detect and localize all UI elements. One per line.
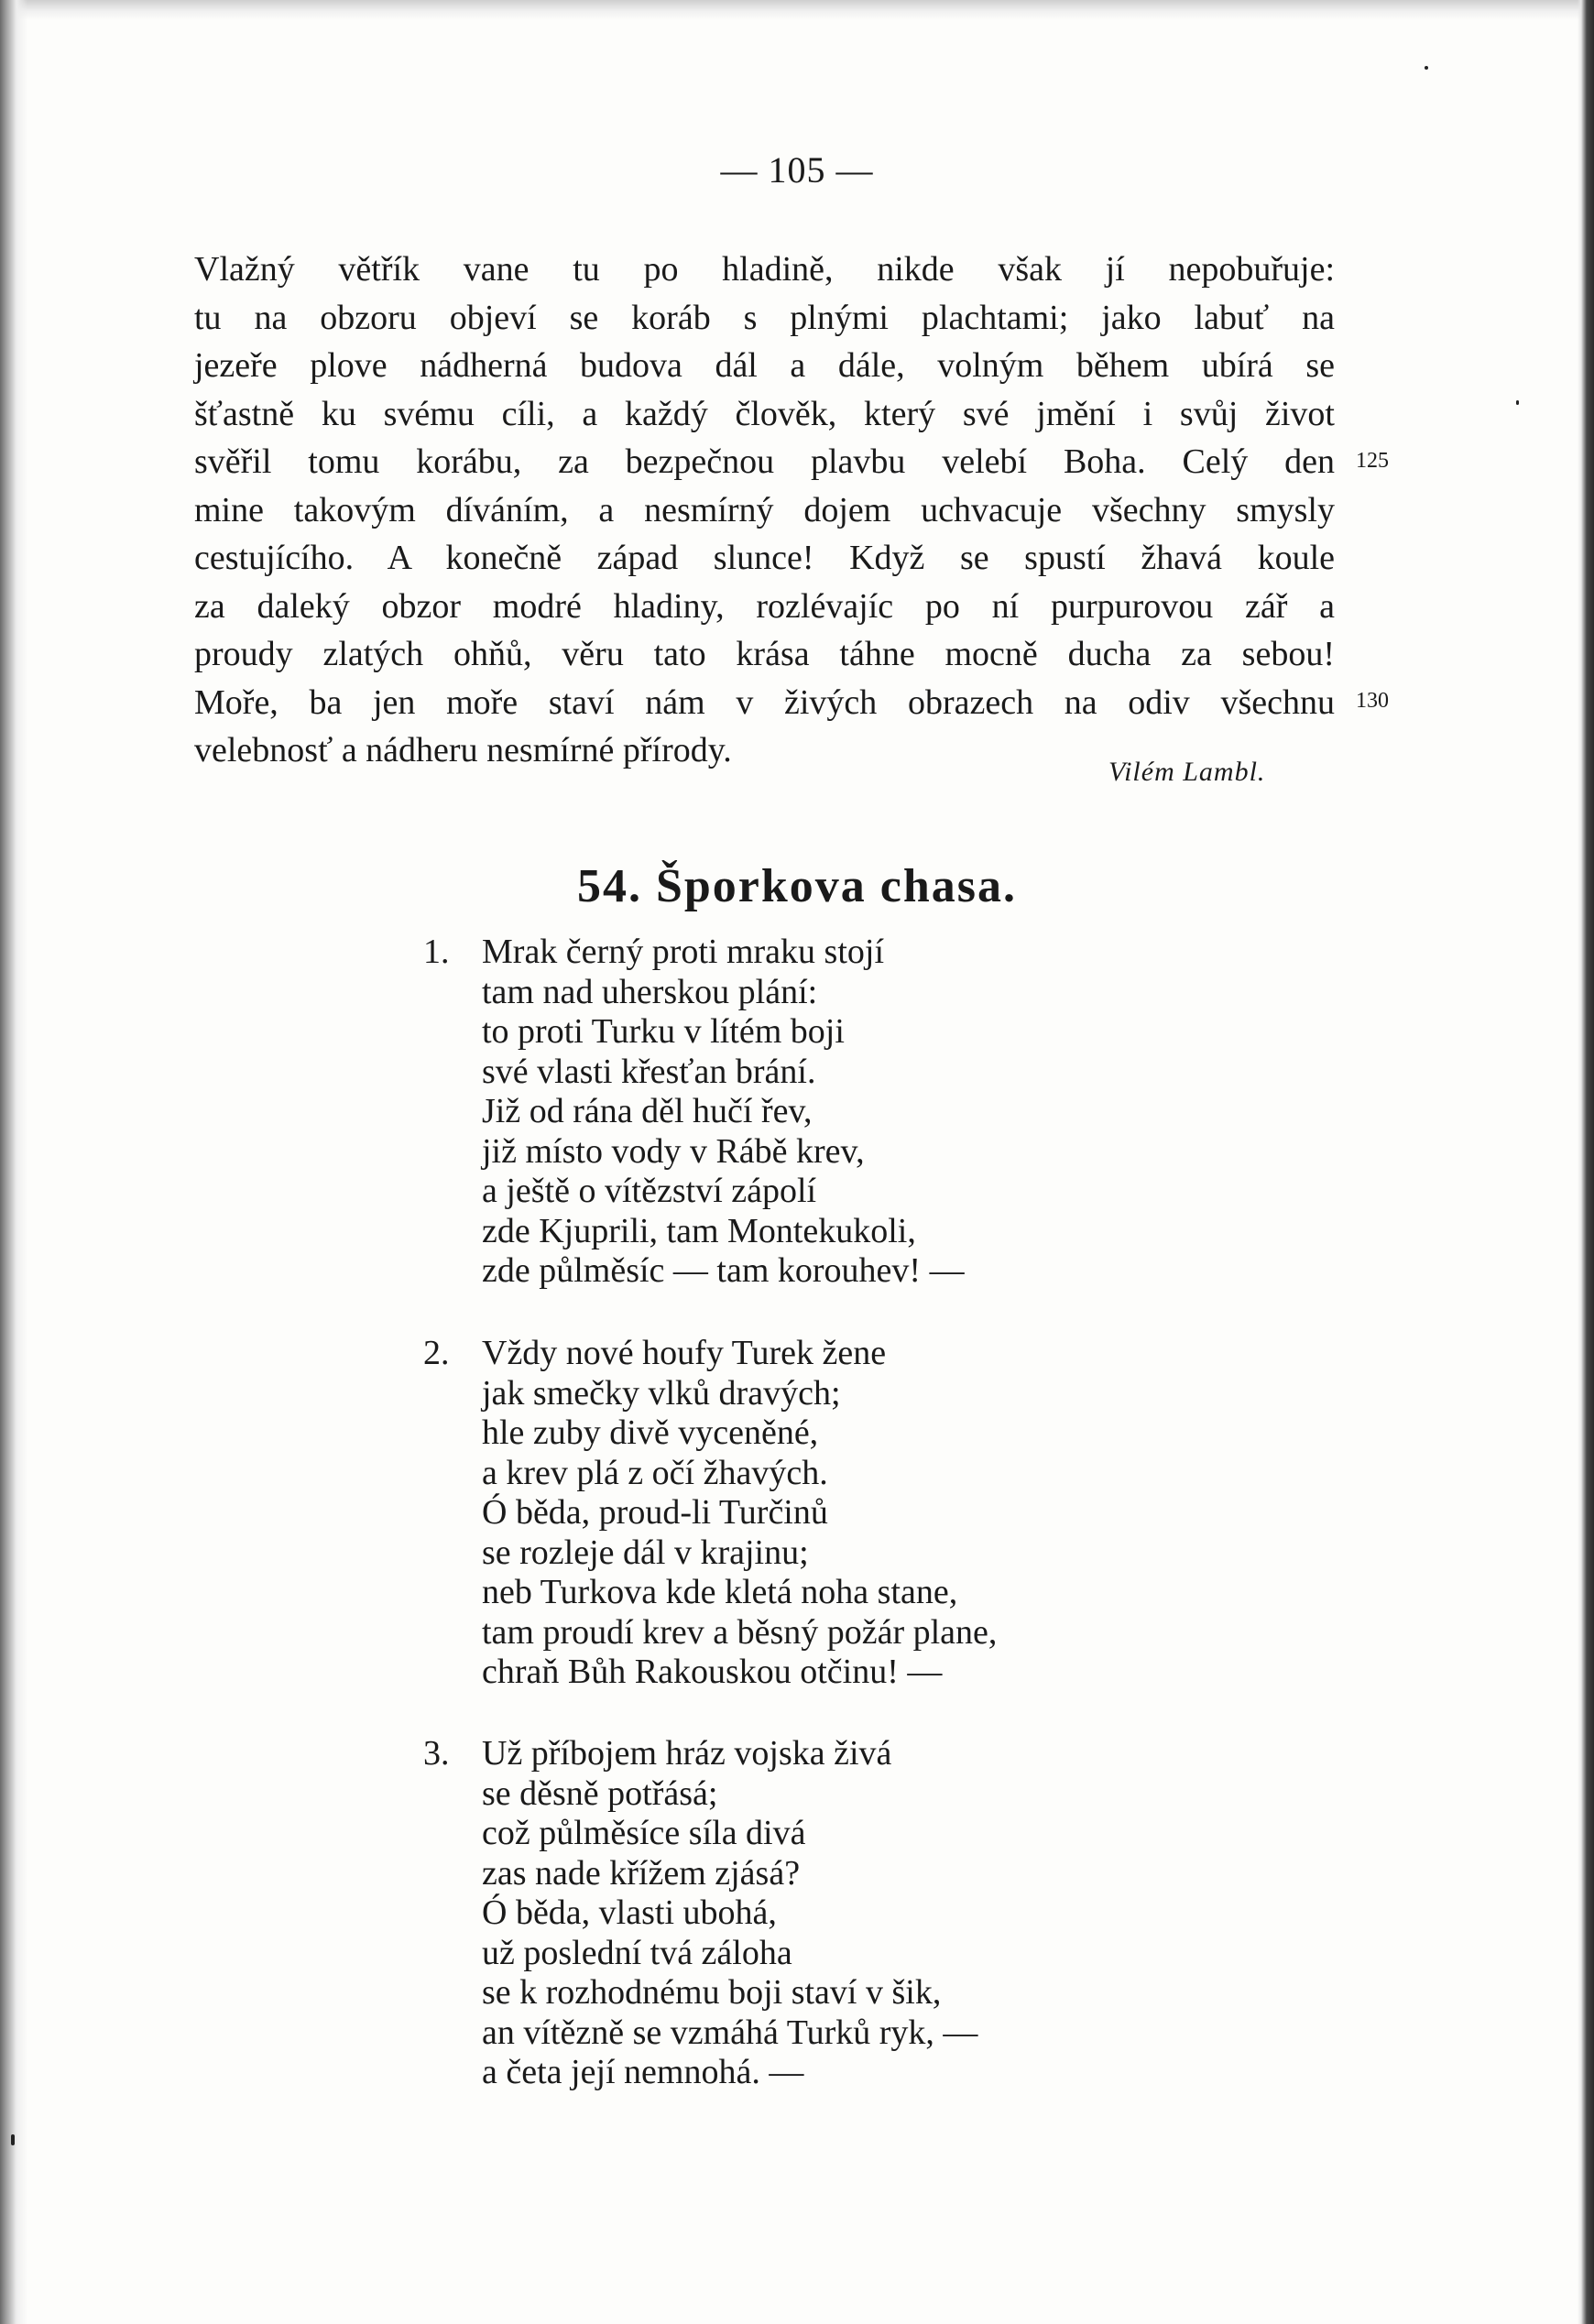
verse-line: Mrak černý proti mraku stojí: [482, 933, 885, 971]
author-signature: Vilém Lambl.: [1108, 757, 1266, 787]
verse-line: hle zuby divě vyceněné,: [482, 1413, 819, 1452]
verse-line: Vždy nové houfy Turek žene: [482, 1334, 887, 1372]
prose-line: cestujícího. A konečně západ slunce! Když se spustí žhavá koule: [194, 539, 1335, 577]
verse-line: chraň Bůh Rakouskou otčinu! —: [482, 1653, 943, 1691]
verse-line: jak smečky vlků dravých;: [482, 1373, 841, 1413]
verse-line: zde půlměsíc — tam korouhev! —: [482, 1251, 965, 1290]
page-number: — 105 —: [720, 149, 874, 191]
verse-line: již místo vody v Rábě krev,: [482, 1131, 865, 1171]
verse-line: to proti Turku v lítém boji: [482, 1012, 845, 1051]
prose-line: tu na obzoru objeví se koráb s plnými plachtami; jako labuť na: [194, 298, 1335, 337]
prose-line: proudy zlatých ohňů, věru tato krása táhne mocně ducha za sebou!: [194, 635, 1335, 673]
prose-line: za daleký obzor modré hladiny, rozlévajíc po ní purpurovou zář a: [194, 586, 1335, 626]
verse-line: se k rozhodnému boji staví v šik,: [482, 1973, 942, 2012]
verse-line: tam proudí krev a běsný požár plane,: [482, 1612, 998, 1652]
verse-line: Již od rána děl hučí řev,: [482, 1092, 813, 1130]
scan-speck: [1425, 66, 1428, 70]
stanza-number: 3.: [423, 1734, 450, 1773]
verse-line: a četa její nemnohá. —: [482, 2053, 804, 2091]
verse-line: své vlasti křesťan brání.: [482, 1052, 816, 1091]
line-number-130: 130: [1356, 689, 1389, 713]
verse-line: neb Turkova kde kletá noha stane,: [482, 1573, 958, 1611]
prose-line: velebnosť a nádheru nesmírné přírody.: [194, 731, 732, 769]
prose-line: Moře, ba jen moře staví nám v živých obrazech na odiv všechnu: [194, 682, 1335, 722]
scan-edge-top: [0, 0, 1594, 20]
verse-line: an vítězně se vzmáhá Turků ryk, —: [482, 2013, 978, 2052]
verse-line: Už příbojem hráz vojska živá: [482, 1734, 892, 1773]
verse-line: se rozleje dál v krajinu;: [482, 1533, 809, 1572]
prose-line: svěřil tomu korábu, za bezpečnou plavbu velebí Boha. Celý den: [194, 442, 1335, 481]
verse-line: se děsně potřásá;: [482, 1773, 718, 1813]
prose-line: Vlažný větřík vane tu po hladině, nikde však jí nepobuřuje:: [194, 250, 1335, 289]
prose-line: mine takovým díváním, a nesmírný dojem uchvacuje všechny smysly: [194, 490, 1335, 529]
verse-line: což půlměsíce síla divá: [482, 1814, 806, 1852]
stanza-number: 1.: [423, 933, 450, 971]
verse-line: a krev plá z očí žhavých.: [482, 1453, 828, 1492]
verse-line: Ó běda, proud-li Turčinů: [482, 1493, 828, 1532]
line-number-125: 125: [1356, 449, 1389, 473]
scan-speck: [11, 2134, 15, 2145]
prose-line: šťastně ku svému cíli, a každý člověk, který své jmění i svůj život: [194, 394, 1335, 433]
scan-edge-right: [1578, 0, 1594, 2324]
scan-speck: [1516, 400, 1519, 405]
stanza-number: 2.: [423, 1334, 450, 1372]
poem-title: 54. Šporkova chasa.: [576, 860, 1018, 912]
verse-line: a ještě o vítězství zápolí: [482, 1172, 817, 1210]
verse-line: zde Kjuprili, tam Montekukoli,: [482, 1211, 916, 1250]
prose-paragraph: [194, 245, 1335, 775]
prose-line: jezeře plove nádherná budova dál a dále, volným během ubírá se: [194, 346, 1335, 385]
verse-line: tam nad uherskou plání:: [482, 972, 818, 1011]
verse-line: Ó běda, vlasti ubohá,: [482, 1893, 777, 1932]
verse-line: už poslední tvá záloha: [482, 1933, 792, 1972]
verse-line: zas nade křížem zjásá?: [482, 1853, 801, 1893]
scan-edge-left: [0, 0, 27, 2324]
